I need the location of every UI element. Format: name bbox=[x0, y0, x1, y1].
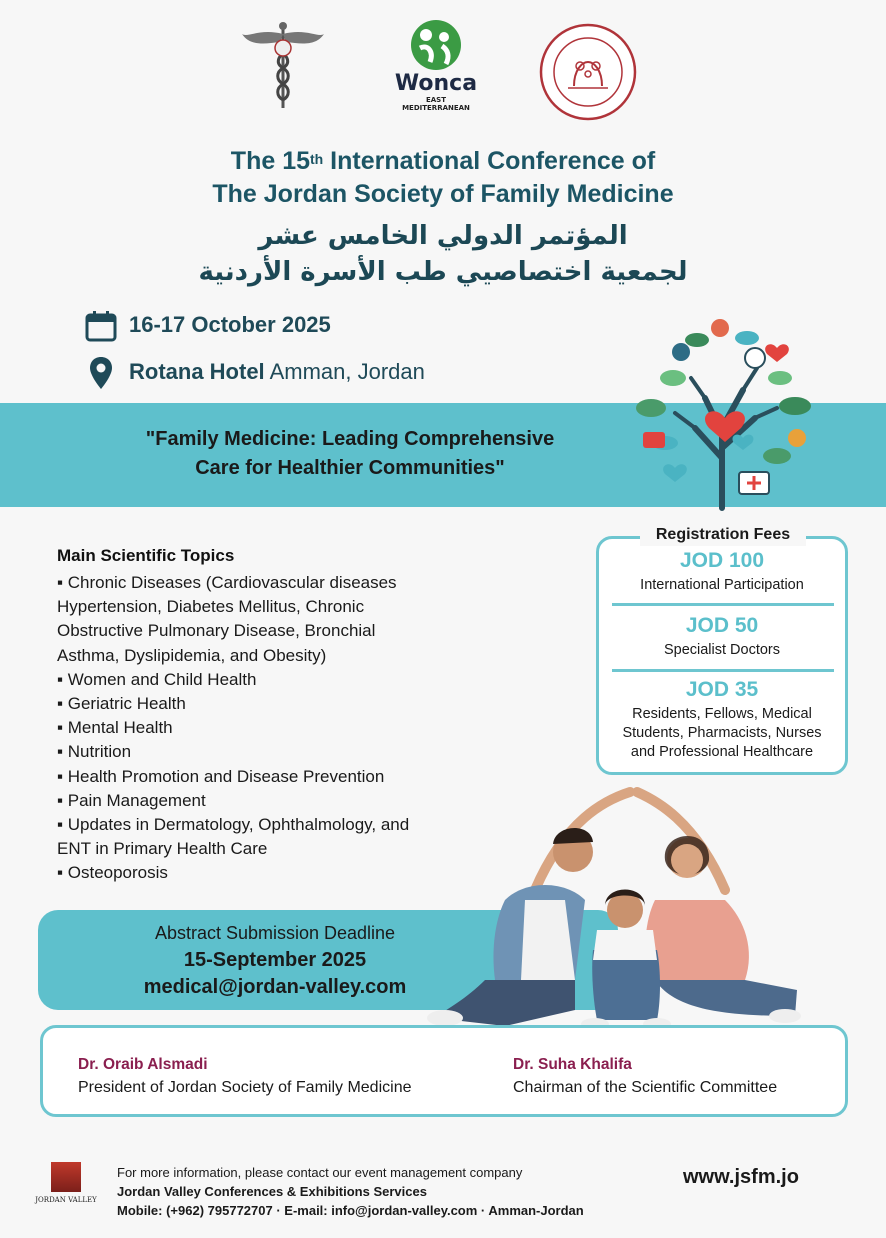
theme-line1: "Family Medicine: Leading Comprehensive bbox=[145, 428, 555, 450]
arabic-title-line1: المؤتمر الدولي الخامس عشر bbox=[258, 221, 628, 251]
fee-label-specialist: Specialist Doctors bbox=[663, 642, 781, 658]
fee-amount-specialist: JOD 50 bbox=[685, 614, 759, 637]
list-item: Hypertension, Diabetes Mellitus, Chronic bbox=[57, 597, 365, 617]
list-item: Asthma, Dyslipidemia, and Obesity) bbox=[57, 645, 327, 665]
arabic-title-line2: لجمعية اختصاصيي طب الأسرة الأردنية bbox=[198, 257, 688, 287]
fee-label-residents-3: and Professional Healthcare bbox=[630, 744, 814, 760]
theme-line2: Care for Healthier Communities" bbox=[195, 457, 505, 479]
wonca-name: Wonca bbox=[394, 71, 478, 96]
footer-contact bbox=[117, 1163, 637, 1220]
topics-heading: Main Scientific Topics bbox=[57, 546, 235, 565]
fee-amount-international: JOD 100 bbox=[679, 549, 765, 572]
list-item: ▪ Chronic Diseases (Cardiovascular diseases bbox=[57, 573, 397, 592]
list-item: ▪ Health Promotion and Disease Prevention bbox=[57, 766, 385, 786]
fee-label-residents-2: Students, Pharmacists, Nurses bbox=[622, 725, 822, 741]
fee-divider bbox=[612, 603, 834, 606]
president-role: President of Jordan Society of Family Medicine bbox=[78, 1079, 412, 1096]
title-part-b: International Conference of bbox=[323, 147, 656, 175]
caduceus-logo bbox=[240, 20, 326, 112]
fee-label-international: International Participation bbox=[640, 577, 804, 593]
fee-divider bbox=[612, 669, 834, 672]
footer-line2: Jordan Valley Conferences & Exhibitions Services bbox=[117, 1184, 427, 1199]
family-photo bbox=[425, 780, 815, 1040]
venue-city: Amman, Jordan bbox=[264, 359, 425, 384]
conference-title-line2: The Jordan Society of Family Medicine bbox=[212, 180, 674, 208]
president-name: Dr. Oraib Alsmadi bbox=[78, 1056, 208, 1073]
deadline-date: 15-September 2025 bbox=[183, 949, 367, 971]
list-item: ▪ Mental Health bbox=[57, 718, 173, 738]
fee-amount-residents: JOD 35 bbox=[685, 678, 759, 701]
title-part-a: The 15 bbox=[230, 147, 310, 175]
jordan-valley-logo-mark bbox=[51, 1162, 81, 1192]
wonca-sub1: EAST bbox=[425, 96, 446, 104]
website-link[interactable]: www.jsfm.jo bbox=[683, 1166, 799, 1188]
fees-heading: Registration Fees bbox=[640, 524, 806, 546]
list-item: ▪ Geriatric Health bbox=[57, 694, 186, 714]
topics-list bbox=[57, 571, 477, 886]
conference-theme bbox=[75, 425, 625, 483]
footer-line1: For more information, please contact our event management company bbox=[117, 1165, 523, 1180]
list-item: ▪ Nutrition bbox=[57, 742, 132, 762]
jordan-valley-logo-text: JORDAN VALLEY bbox=[35, 1196, 97, 1204]
title-sup: th bbox=[310, 151, 324, 167]
chairman-role: Chairman of the Scientific Committee bbox=[513, 1079, 778, 1096]
jordan-valley-logo bbox=[30, 1162, 102, 1222]
wonca-logo bbox=[386, 18, 486, 118]
list-item: ▪ Women and Child Health bbox=[57, 669, 257, 689]
list-item: ▪ Updates in Dermatology, Ophthalmology, and bbox=[57, 815, 410, 835]
location-pin-icon bbox=[89, 356, 113, 395]
wonca-sub2: MEDITERRANEAN bbox=[402, 104, 470, 112]
footer-line3: Mobile: (+962) 795772707 · E-mail: info@jordan-valley.com · Amman-Jordan bbox=[117, 1203, 584, 1218]
conference-title-line1 bbox=[0, 145, 886, 177]
deadline-email[interactable]: medical@jordan-valley.com bbox=[143, 976, 407, 998]
calendar-icon bbox=[85, 310, 117, 347]
list-item: Obstructive Pulmonary Disease, Bronchial bbox=[57, 621, 376, 641]
jsfm-seal-logo bbox=[538, 22, 638, 122]
list-item: ▪ Pain Management bbox=[57, 790, 206, 810]
event-venue bbox=[129, 359, 425, 385]
event-date: 16-17 October 2025 bbox=[129, 312, 331, 337]
health-tree-illustration bbox=[625, 318, 820, 513]
venue-hotel: Rotana Hotel bbox=[129, 359, 265, 384]
deadline-label: Abstract Submission Deadline bbox=[154, 923, 396, 943]
list-item: ENT in Primary Health Care bbox=[57, 839, 268, 859]
chairman-name: Dr. Suha Khalifa bbox=[513, 1056, 632, 1073]
list-item: ▪ Osteoporosis bbox=[57, 863, 168, 883]
fee-label-residents-1: Residents, Fellows, Medical bbox=[632, 706, 812, 722]
